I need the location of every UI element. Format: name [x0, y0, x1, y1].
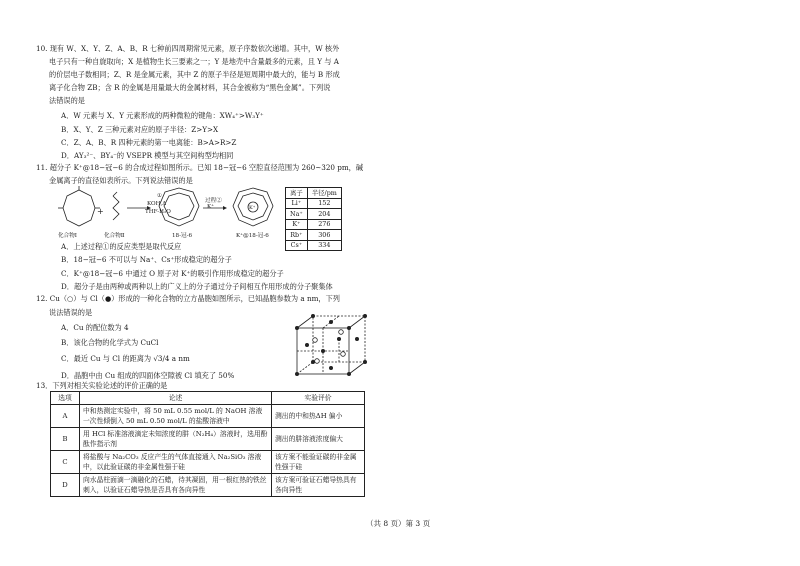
table-row [286, 209, 342, 220]
k-ion-center: K⁺ [249, 205, 256, 211]
q13-title: 13．下列对相关实验论述的评价正确的是 [36, 381, 168, 390]
q11-line-2: 金属离子的直径如表所示。下列说法错误的是 [49, 176, 193, 185]
ion-radius-table [285, 187, 342, 251]
table-header-row [51, 392, 365, 405]
q12-line-2: 说法错误的是 [49, 308, 93, 317]
q12-option-d: D．晶胞中由 Cu 组成的四面体空隙被 Cl 填充了 50% [61, 371, 235, 380]
ion-cell: Li⁺ [286, 198, 308, 209]
statement-cell: 用 HCl 标准溶液滴定未知浓度的肼（N₂H₄）溶液时，选用酚酞作指示剂 [80, 428, 272, 451]
header-statement: 论述 [80, 392, 272, 405]
ion-cell: Na⁺ [286, 209, 308, 220]
reagent-step-2: 过程② [205, 198, 222, 204]
q12-line-1: 12. Cu（○）与 Cl（●）形成的一种化合物的立方晶胞如图所示，已知晶胞参数为 a nm，下列 [36, 294, 340, 303]
reagent-koh: KOH,Δ [147, 201, 167, 207]
table-row [51, 474, 365, 497]
radius-cell: 334 [307, 240, 341, 251]
evaluation-cell: 该方案不能验证碳的非金属性强于硅 [272, 451, 365, 474]
option-cell: D [51, 474, 80, 497]
radius-cell: 152 [307, 198, 341, 209]
header-option: 选项 [51, 392, 80, 405]
q10-option-c: C．Z、A、B、R 四种元素的第一电离能：B>A>R>Z [61, 138, 237, 147]
evaluation-cell: 测出的肼溶液浓度偏大 [272, 428, 365, 451]
page-footer: （共 8 页）第 3 页 [366, 519, 431, 528]
evaluation-cell: 测出的中和热ΔH 偏小 [272, 405, 365, 428]
product-1-label: 18-冠-6 [172, 233, 193, 239]
table-row [286, 240, 342, 251]
q10-line-3: 的价层电子数相同；Z、R 是金属元素，其中 Z 的原子半径是短周期中最大的，能与 B 形成 [49, 70, 340, 79]
ion-cell: Rb⁺ [286, 230, 308, 241]
option-cell: B [51, 428, 80, 451]
table-row [51, 428, 365, 451]
statement-cell: 向水晶柱面滴一滴融化的石蜡，待其凝固，用一根红热的铁丝刺入，以验证石蜡导热是否具有各向异性 [80, 474, 272, 497]
q12-option-b: B．该化合物的化学式为 CuCl [61, 338, 159, 347]
experiment-evaluation-table [50, 391, 365, 497]
option-cell: C [51, 451, 80, 474]
q11-option-c: C．K⁺@18−冠−6 中通过 O 原子对 K⁺的吸引作用形成稳定的超分子 [61, 269, 284, 278]
product-2-label: K⁺@18-冠-6 [236, 233, 269, 239]
table-row [286, 219, 342, 230]
table-row [51, 451, 365, 474]
option-cell: A [51, 405, 80, 428]
q10-option-a: A．W 元素与 X、Y 元素形成的两种微粒的键角：XW₄⁺>W₃Y⁺ [61, 111, 264, 120]
ion-cell: K⁺ [286, 219, 308, 230]
compound-1-structure [58, 186, 100, 226]
compound-2-label: 化合物Ⅱ [104, 233, 125, 239]
radius-cell: 276 [307, 219, 341, 230]
header-radius: 半径/pm [307, 188, 341, 199]
evaluation-cell: 该方案可验证石蜡导热具有各向异性 [272, 474, 365, 497]
reagent-step-1: ① [157, 193, 163, 199]
reagent-thf: THF-H₂O [145, 209, 171, 215]
q11-option-a: A．上述过程①的反应类型是取代反应 [61, 242, 182, 251]
table-row [51, 405, 365, 428]
crown-ether-structure [159, 188, 199, 226]
q10-option-b: B．X、Y、Z 三种元素对应的原子半径：Z>Y>X [61, 125, 219, 134]
q10-line-1: 10. 现有 W、X、Y、Z、A、B、R 七种前四周期常见元素，原子序数依次递增。其中，W 核外 [36, 44, 340, 53]
table-header-row [286, 188, 342, 199]
table-row [286, 230, 342, 241]
plus-sign: + [97, 207, 104, 216]
q10-line-4: 离子化合物 ZB；含 R 的金属是用量最大的金属材料，其合金被称为“黑色金属”。下列说 [49, 83, 331, 92]
compound-1-label: 化合物Ⅰ [58, 233, 77, 239]
q12-option-a: A．Cu 的配位数为 4 [61, 323, 129, 332]
statement-cell: 将盐酸与 Na₂CO₃ 反应产生的气体直接通入 Na₂SiO₃ 溶液中，以此验证碳的非金属性强于硅 [80, 451, 272, 474]
header-ion: 离子 [286, 188, 308, 199]
q12-option-c: C．最近 Cu 与 Cl 的距离为 √3/4 a nm [61, 354, 190, 363]
q11-option-b: B．18−冠−6 不可以与 Na⁺、Cs⁺形成稳定的超分子 [61, 255, 232, 264]
q10-option-d: D．AY₃²⁻、BY₄⁻的 VSEPR 模型与其空间构型均相同 [61, 151, 234, 160]
table-row [286, 198, 342, 209]
reagent-k-ion: K⁺ [207, 204, 215, 210]
radius-cell: 204 [307, 209, 341, 220]
q10-line-2: 电子只有一种自旋取向；X 是植物生长三要素之一；Y 是地壳中含量最多的元素，且 Y 与 A [49, 57, 339, 66]
ion-cell: Cs⁺ [286, 240, 308, 251]
q10-line-5: 法错误的是 [49, 96, 85, 105]
q11-option-d: D．超分子是由两种或两种以上的广义上的分子通过分子间相互作用形成的分子聚集体 [61, 282, 333, 291]
statement-cell: 中和热测定实验中，将 50 mL 0.55 mol/L 的 NaOH 溶液一次性倾倒入 50 mL 0.50 mol/L 的盐酸溶液中 [80, 405, 272, 428]
radius-cell: 306 [307, 230, 341, 241]
q11-line-1: 11. 超分子 K⁺@18−冠−6 的合成过程如图所示。已知 18−冠−6 空腔直径范围为 260~320 pm，碱 [36, 163, 364, 172]
compound-2-structure [113, 192, 119, 220]
unit-cell-diagram [293, 314, 373, 378]
header-evaluation: 实验评价 [272, 392, 365, 405]
